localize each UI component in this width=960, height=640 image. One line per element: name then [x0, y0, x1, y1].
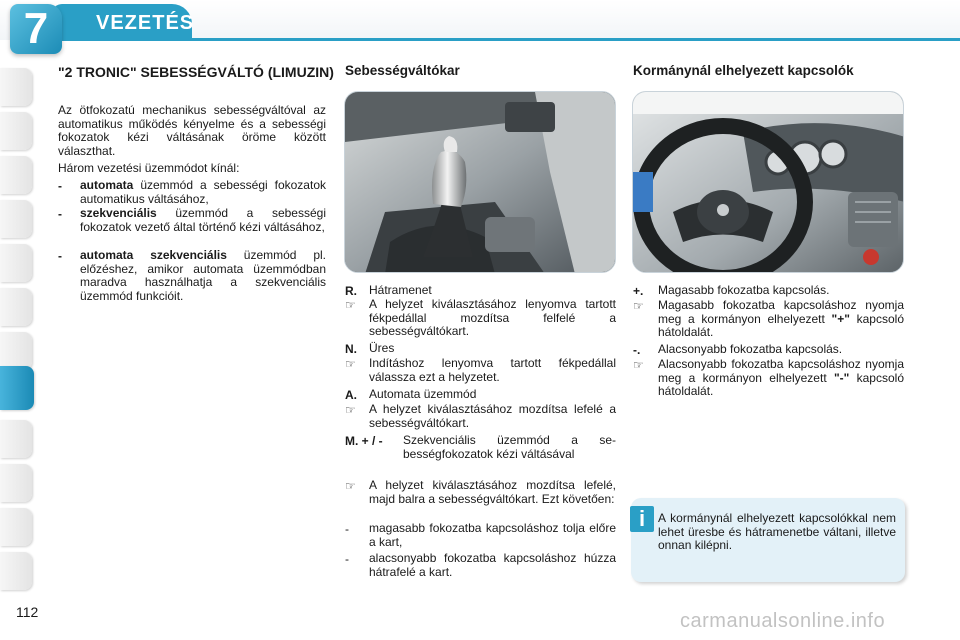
chapter-tab-9[interactable]: [0, 420, 32, 458]
mode-term: automata: [80, 178, 134, 192]
chapter-number: 7: [23, 4, 49, 53]
gear-lever-illustration: [345, 92, 616, 273]
bullet-dash: -: [58, 207, 62, 221]
position-label: A.: [345, 388, 357, 402]
steering-wheel-illustration: [633, 92, 904, 273]
item-text: A helyzet kiválasztásához mozdítsa lefelé, majd balra a sebességváltókart. Ezt követően:: [369, 478, 616, 506]
chapter-tab-4[interactable]: [0, 200, 32, 238]
section-title-gearbox: "2 TRONIC" SEBESSÉGVÁLTÓ (LIMUZIN): [58, 64, 334, 80]
text-part: kapcsoló hátoldalát.: [658, 311, 904, 339]
intro-paragraph: Az ötfokozatú mechanikus sebességváltóval az automatikus működés kényelme és a sebességi fokozatok kézi váltásának öröme között választhat.: [58, 103, 326, 158]
info-icon: i: [630, 506, 654, 532]
section-title-gear-lever: Sebességváltókar: [345, 63, 460, 78]
item-text: alacsonyabb fokozatba kapcsoláshoz húzza hátrafelé a kart.: [369, 551, 616, 579]
item-text: A helyzet kiválasztásához lenyomva tartott fékpedállal mozdítsa felfelé a sebességváltókart.: [369, 297, 616, 338]
mode-description: üzemmód a sebességi fokozatok vezető által történő kézi váltásához,: [80, 206, 326, 234]
watermark: carmanualsonline.info: [680, 610, 886, 632]
text-part: Alacsonyabb fokozatba kapcsoláshoz nyomja meg a kormányon elhelyezett: [658, 357, 904, 385]
mode-automatic: [58, 179, 326, 207]
bullet-dash: -: [58, 249, 62, 263]
header-rule: [56, 38, 960, 41]
lever-downshift: [345, 552, 616, 580]
item-text: Alacsonyabb fokozatba kapcsolás.: [658, 342, 843, 356]
item-text: A helyzet kiválasztásához mozdítsa lefelé a sebességváltókart.: [369, 402, 616, 430]
switch-key: "+": [831, 311, 850, 326]
item-text: Hátramenet: [369, 283, 432, 297]
switch-label: +.: [633, 284, 644, 298]
position-label: R.: [345, 284, 357, 298]
lever-instruction-neutral: [345, 357, 616, 385]
switch-key: "-": [833, 370, 850, 385]
lever-item-automatic: [345, 388, 616, 402]
chapter-tab-12[interactable]: [0, 552, 32, 590]
item-text: Indításhoz lenyomva tartott fékpedállal válassza ezt a helyzetet.: [369, 356, 616, 384]
chapter-tab-10[interactable]: [0, 464, 32, 502]
item-text: [658, 358, 904, 399]
switch-item-downshift: [633, 343, 904, 357]
section-title-steering-switches: Kormánynál elhelyezett kapcsolók: [633, 63, 854, 78]
hand-pointer-icon: ☞: [633, 358, 644, 372]
switch-label: -.: [633, 343, 641, 357]
item-text: Szekvenciális üzemmód a sebességfokozatok kézi váltásával: [403, 433, 616, 461]
position-label: N.: [345, 342, 357, 356]
info-text: A kormánynál elhelyezett kapcsolókkal nem lehet üresbe és hátramenetbe váltani, illetve onnan kilépni.: [658, 511, 896, 552]
lever-item-neutral: [345, 342, 616, 356]
item-text: [658, 299, 904, 340]
mode-auto-sequential: [58, 249, 326, 305]
text-part: kapcsoló hátoldalát.: [658, 370, 904, 398]
chapter-tab-current[interactable]: [0, 366, 34, 410]
hand-pointer-icon: ☞: [345, 479, 356, 493]
lever-instruction-manual: [345, 479, 616, 521]
hand-pointer-icon: ☞: [633, 299, 644, 313]
hand-pointer-icon: ☞: [345, 298, 356, 312]
lever-instruction-automatic: [345, 403, 616, 431]
steering-wheel-photo: [632, 91, 904, 273]
modes-intro: Három vezetési üzemmódot kínál:: [58, 161, 240, 175]
mode-sequential: [58, 207, 326, 249]
chapter-title: VEZETÉS: [96, 12, 195, 34]
item-text: Magasabb fokozatba kapcsolás.: [658, 283, 830, 297]
item-text: Automata üzemmód: [369, 387, 477, 401]
chapter-tab-5[interactable]: [0, 244, 32, 282]
position-label: M. + / -: [345, 434, 383, 448]
hand-pointer-icon: ☞: [345, 357, 356, 371]
page-number: 112: [16, 604, 39, 620]
gear-lever-photo: [344, 91, 616, 273]
chapter-tab-2[interactable]: [0, 112, 32, 150]
chapter-tab-3[interactable]: [0, 156, 32, 194]
lever-item-manual: [345, 434, 616, 476]
bullet-dash: -: [345, 522, 349, 536]
switch-instruction-downshift: [633, 358, 904, 400]
mode-description: üzemmód pl. előzéshez, amikor automata üzemmódban maradva használhatja a szekvenciális üzemmód funkcióit.: [80, 248, 326, 303]
lever-item-reverse: [345, 284, 616, 298]
bullet-dash: -: [58, 179, 62, 193]
item-text: magasabb fokozatba kapcsoláshoz tolja előre a kart,: [369, 521, 616, 549]
chapter-tab-1[interactable]: [0, 68, 32, 106]
lever-instruction-reverse: [345, 298, 616, 340]
mode-description: üzemmód a sebességi fokozatok automatikus váltásához,: [80, 178, 326, 206]
chapter-number-badge: [10, 4, 62, 54]
lever-upshift: [345, 522, 616, 550]
text-part: Magasabb fokozatba kapcsoláshoz nyomja meg a kormányon elhelyezett: [658, 298, 904, 326]
item-text: Üres: [369, 341, 395, 355]
mode-term: szekvenciális: [80, 206, 157, 220]
chapter-tab-11[interactable]: [0, 508, 32, 546]
bullet-dash: -: [345, 552, 349, 566]
chapter-tab-6[interactable]: [0, 288, 32, 326]
switch-item-upshift: [633, 284, 904, 298]
chapter-tab-7[interactable]: [0, 332, 32, 370]
switch-instruction-upshift: [633, 299, 904, 341]
mode-term: automata szekvenciális: [80, 248, 227, 262]
hand-pointer-icon: ☞: [345, 403, 356, 417]
